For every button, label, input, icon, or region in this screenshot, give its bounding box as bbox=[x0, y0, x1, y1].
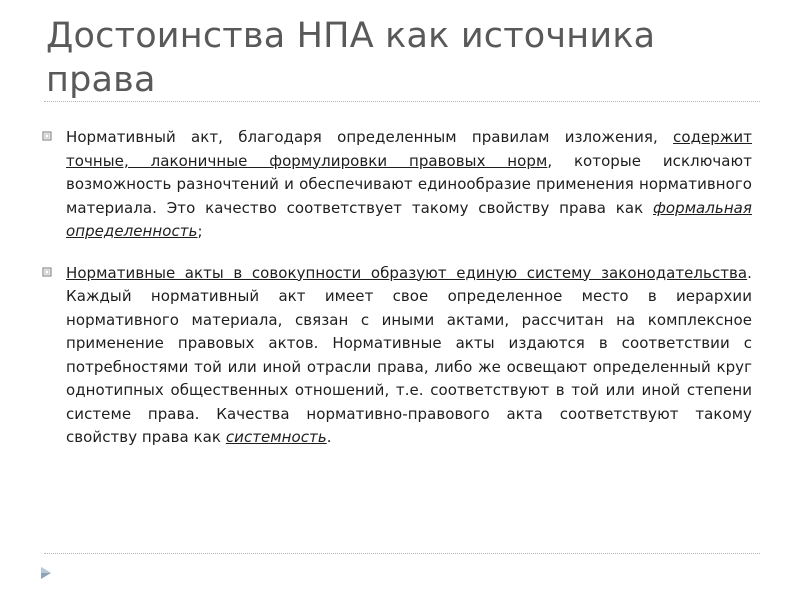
key-term: системность bbox=[225, 428, 327, 446]
slide-title: Достоинства НПА как источника права bbox=[46, 16, 656, 100]
slide-content bbox=[40, 126, 752, 468]
text-run: Нормативный акт, благодаря определенным правилам изложения, bbox=[66, 128, 674, 146]
bullet-text bbox=[66, 126, 752, 244]
hollow-square-bullet-icon bbox=[42, 131, 54, 143]
hollow-square-bullet-icon bbox=[42, 267, 54, 279]
bullet-text bbox=[66, 262, 752, 450]
underlined-phrase: Нормативные акты в совокупности образуют единую систему законодательства bbox=[66, 263, 748, 282]
footer-divider bbox=[44, 553, 760, 554]
triangle-marker-icon bbox=[40, 565, 52, 579]
key-term: формальная определенность bbox=[66, 198, 752, 240]
text-run: . bbox=[326, 428, 332, 446]
underlined-phrase: содержит точные, лаконичные формулировки правовых норм bbox=[66, 128, 752, 170]
bullet-item bbox=[40, 262, 752, 450]
text-run: . Каждый нормативный акт имеет свое определенное место в иерархии нормативного материала, связан с иными актами, рассчитан на комплексное применение правовых актов. Нормативные акты издаются в соответствии с потребностями той или иной отрасли права, либо же освещают определенный круг однотипных общественных отношений, т.е. соответствуют в той или иной степени системе права. Качества нормативно-правового акта соответствуют такому свойству права как bbox=[66, 263, 752, 446]
text-run: ; bbox=[197, 222, 203, 240]
title-divider bbox=[44, 101, 760, 102]
bullet-item bbox=[40, 126, 752, 244]
text-run: , которые исключают возможность разночтений и обеспечивают единообразие применения нормативного материала. Это качество соответствует такому свойству права как bbox=[66, 151, 752, 217]
